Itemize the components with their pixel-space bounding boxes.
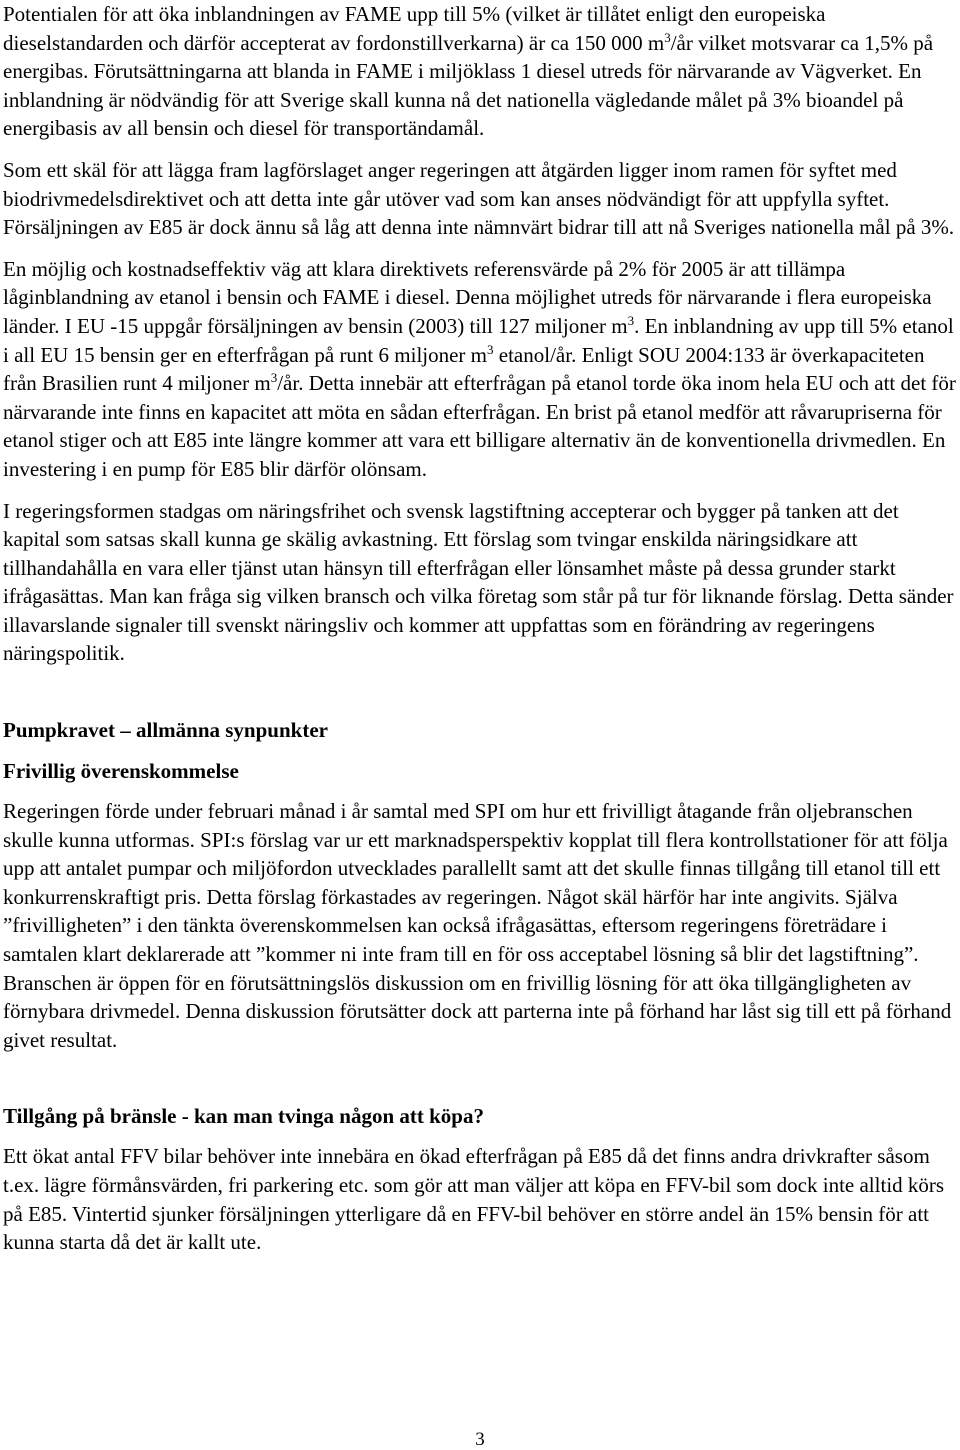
text-span: etanol/år. Enligt SOU 2004:133 är överkapaciteten från Brasilien runt 4 miljoner m <box>3 342 925 396</box>
text-span: Potentialen för att öka inblandningen av FAME upp till 5% (vilket är tillåtet enligt den europeiska dieselstandarden och därför accepterat av fordonstillverkarna) är ca 150 000 m <box>3 2 826 55</box>
superscript: 3 <box>487 341 494 357</box>
paragraph-frivillig: Regeringen förde under februari månad i år samtal med SPI om hur ett frivilligt åtagande från oljebranschen skulle kunna utformas. SPI:s förslag var ur ett marknadsperspektiv kopplat till flera kontrollstationer för att följa upp att antalet pumpar och miljöfordon utvecklades parallellt samt att det skulle finnas tillgång till etanol till ett konkurrenskraftigt pris. Detta förslag förkastades av regeringen. Något skäl härför har inte angivits. Själva ”frivilligheten” i den tänkta överenskommelsen kan också ifrågasättas, eftersom regeringens företrädare i samtalen klart deklarerade att ”kommer ni inte fram till en för oss acceptabel lösning så blir det lagstiftning”. Branschen är öppen för en förutsättningslös diskussion om en frivillig lösning för att öka tillgängligheten av förnybara drivmedel. Denna diskussion förutsätter dock att parterna inte på förhand har låst sig till ett på förhand givet resultat. <box>3 799 952 1052</box>
text-span: /år. Detta innebär att efterfrågan på etanol torde öka inom hela EU och att det för närvarande inte finns en kapacitet att möta en sådan efterfrågan. En brist på etanol medför att råvarupriserna för etanol stiger och att E85 inte längre kommer att vara ett billigare alternativ än de konventionella drivmedlen. En investering i en pump för E85 blir därför olönsam. <box>3 371 956 481</box>
superscript: 3 <box>270 370 278 386</box>
superscript: 3 <box>627 312 635 328</box>
text-span: . En inblandning av upp till 5% etanol i all EU 15 bensin ger en efterfrågan på runt 6 miljoner m <box>3 313 954 367</box>
heading-frivillig-overenskommelse: Frivillig överenskommelse <box>3 759 239 784</box>
superscript: 3 <box>664 29 671 45</box>
page-number: 3 <box>475 1429 485 1450</box>
paragraph-fame <box>3 0 957 143</box>
paragraph-skal: Som ett skäl för att lägga fram lagförslaget anger regeringen att åtgärden ligger inom ramen för syftet med biodrivmedelsdirektivet och att detta inte går utöver vad som kan anses nödvändigt för att uppfylla syftet. Försäljningen av E85 är dock ännu så låg att denna inte nämnvärt bidrar till att nå Sveriges nationella mål på 3%. <box>3 157 955 240</box>
heading-tillgang-pa-bransle: Tillgång på bränsle - kan man tvinga någon att köpa? <box>3 1104 484 1129</box>
paragraph-kostnadseffektiv <box>3 255 957 484</box>
text-span: /år vilket motsvarar ca 1,5% på energibas. Förutsättningarna att blanda in FAME i miljöklass 1 diesel utreds för närvarande av Vägverket. En inblandning är nödvändig för att Sverige skall kunna nå det nationella vägledande målet på 3% bioandel på energibasis av all bensin och diesel för transportändamål. <box>3 30 934 141</box>
text-span: En möjlig och kostnadseffektiv väg att klara direktivets referensvärde på 2% för 2005 är att tillämpa låginblandning av etanol i bensin och FAME i diesel. Denna möjlighet utreds för närvarande i flera europeiska länder. I EU -15 uppgår försäljningen av bensin (2003) till 127 miljoner m <box>3 256 932 338</box>
document-page <box>3 0 957 1270</box>
heading-pumpkravet: Pumpkravet – allmänna synpunkter <box>3 718 328 743</box>
paragraph-ffv: Ett ökat antal FFV bilar behöver inte innebära en ökad efterfrågan på E85 då det finns andra drivkrafter såsom t.ex. lägre förmånsvärden, fri parkering etc. som gör att man väljer att köpa en FFV-bil som dock inte alltid körs på E85. Vintertid sjunker försäljningen ytterligare då en FFV-bil behöver en större andel än 15% bensin för att kunna starta då det är kallt ute. <box>3 1144 945 1255</box>
paragraph-regeringsformen: I regeringsformen stadgas om näringsfrihet och svensk lagstiftning accepterar och bygger på tanken att det kapital som satsas skall kunna ge skälig avkastning. Ett förslag som tvingar enskilda näringsidkare att tillhandahålla en vara eller tjänst utan hänsyn till efterfrågan eller lönsamhet måste på dessa grunder starkt ifrågasättas. Man kan fråga sig vilken bransch och vilka företag som står på tur för liknande förslag. Detta sänder illavarslande signaler till svenskt näringsliv och kommer att uppfattas som en förändring av regeringens näringspolitik. <box>3 498 954 666</box>
